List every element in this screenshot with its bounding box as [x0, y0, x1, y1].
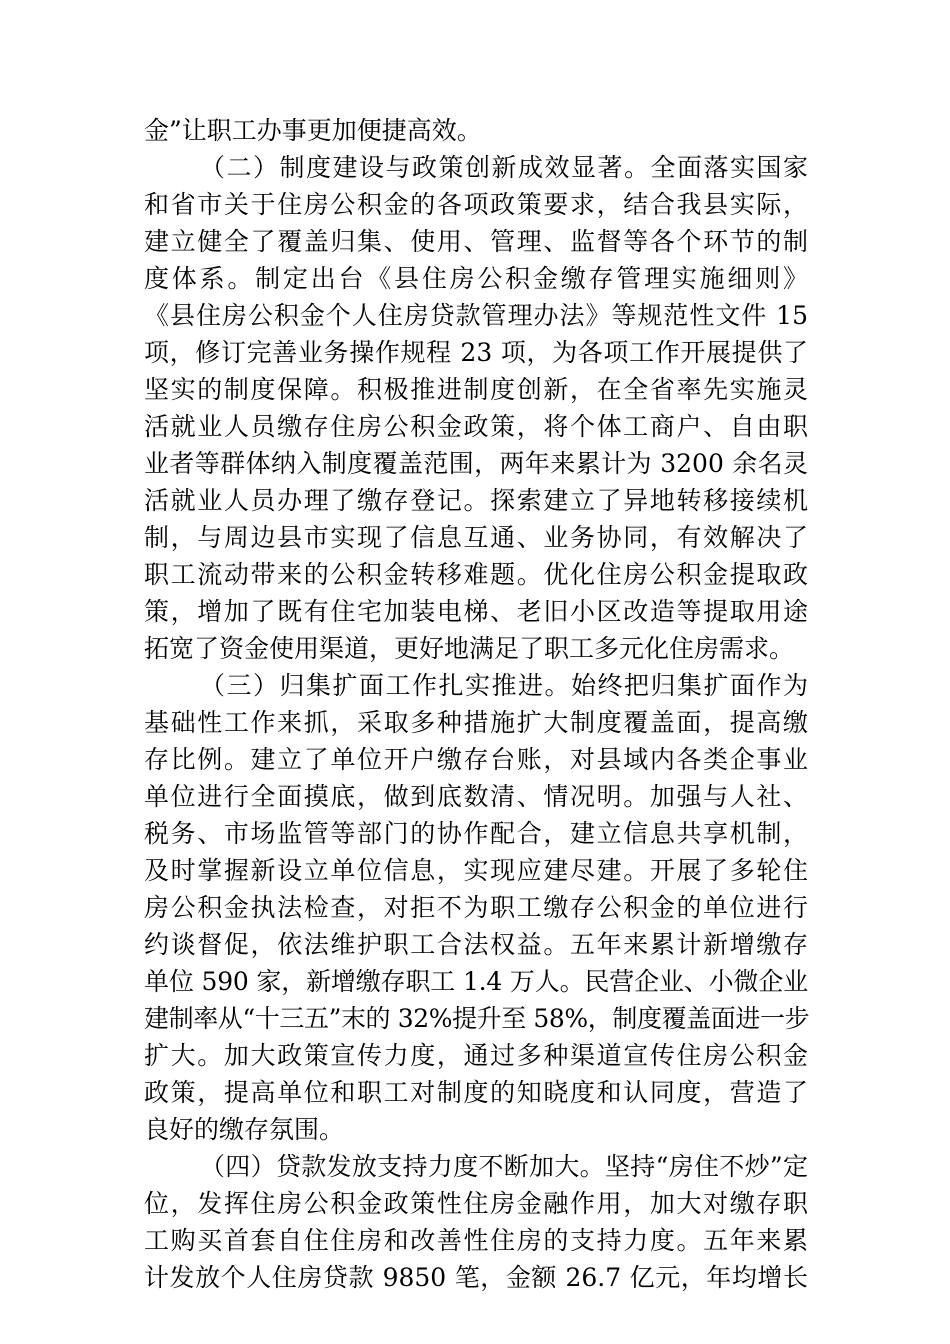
text-line: 工购买首套自住住房和改善性住房的支持力度。五年来累: [144, 1226, 808, 1255]
text-line: 单位 590 家，新增缴存职工 1.4 万人。民营企业、小微企业: [144, 967, 808, 996]
text-line: 政策，提高单位和职工对制度的知晓度和认同度，营造了: [144, 1078, 808, 1107]
text-line: 活就业人员办理了缴存登记。探索建立了异地转移接续机: [144, 486, 808, 515]
text-line: 金”让职工办事更加便捷高效。: [144, 116, 482, 145]
text-line: 位，发挥住房公积金政策性住房金融作用，加大对缴存职: [144, 1189, 808, 1218]
text-line: 策，增加了既有住宅加装电梯、老旧小区改造等提取用途: [144, 597, 808, 626]
text-line: 税务、市场监管等部门的协作配合，建立信息共享机制，: [144, 819, 808, 848]
document-body: [144, 112, 808, 1296]
text-line: （三）归集扩面工作扎实推进。始终把归集扩面作为: [200, 671, 808, 700]
text-line: 存比例。建立了单位开户缴存台账，对县域内各类企事业: [144, 745, 808, 774]
text-line: 约谈督促，依法维护职工合法权益。五年来累计新增缴存: [144, 930, 808, 959]
text-line: 《县住房公积金个人住房贷款管理办法》等规范性文件 15: [144, 301, 808, 330]
text-line: 及时掌握新设立单位信息，实现应建尽建。开展了多轮住: [144, 856, 808, 885]
text-line: 职工流动带来的公积金转移难题。优化住房公积金提取政: [144, 560, 808, 589]
text-line: 拓宽了资金使用渠道，更好地满足了职工多元化住房需求。: [144, 634, 795, 663]
text-line: 扩大。加大政策宣传力度，通过多种渠道宣传住房公积金: [144, 1041, 808, 1070]
text-line: 房公积金执法检查，对拒不为职工缴存公积金的单位进行: [144, 893, 808, 922]
text-line: 业者等群体纳入制度覆盖范围，两年来累计为 3200 余名灵: [144, 449, 808, 478]
text-line: （二）制度建设与政策创新成效显著。全面落实国家: [200, 153, 808, 182]
text-line: 活就业人员缴存住房公积金政策，将个体工商户、自由职: [144, 412, 808, 441]
text-line: 和省市关于住房公积金的各项政策要求，结合我县实际，: [144, 190, 808, 219]
text-line: 度体系。制定出台《县住房公积金缴存管理实施细则》: [144, 264, 808, 293]
text-line: 良好的缴存氛围。: [144, 1115, 345, 1144]
text-line: 建制率从“十三五”末的 32%提升至 58%，制度覆盖面进一步: [144, 1004, 810, 1033]
text-line: 基础性工作来抓，采取多种措施扩大制度覆盖面，提高缴: [144, 708, 808, 737]
text-line: 坚实的制度保障。积极推进制度创新，在全省率先实施灵: [144, 375, 808, 404]
text-line: （四）贷款发放支持力度不断加大。坚持“房住不炒”定: [200, 1152, 808, 1181]
text-line: 建立健全了覆盖归集、使用、管理、监督等各个环节的制: [144, 227, 808, 256]
text-line: 项，修订完善业务操作规程 23 项，为各项工作开展提供了: [144, 338, 808, 367]
text-line: 制，与周边县市实现了信息互通、业务协同，有效解决了: [144, 523, 808, 552]
text-line: 计发放个人住房贷款 9850 笔，金额 26.7 亿元，年均增长: [144, 1263, 808, 1292]
text-line: 单位进行全面摸底，做到底数清、情况明。加强与人社、: [144, 782, 808, 811]
